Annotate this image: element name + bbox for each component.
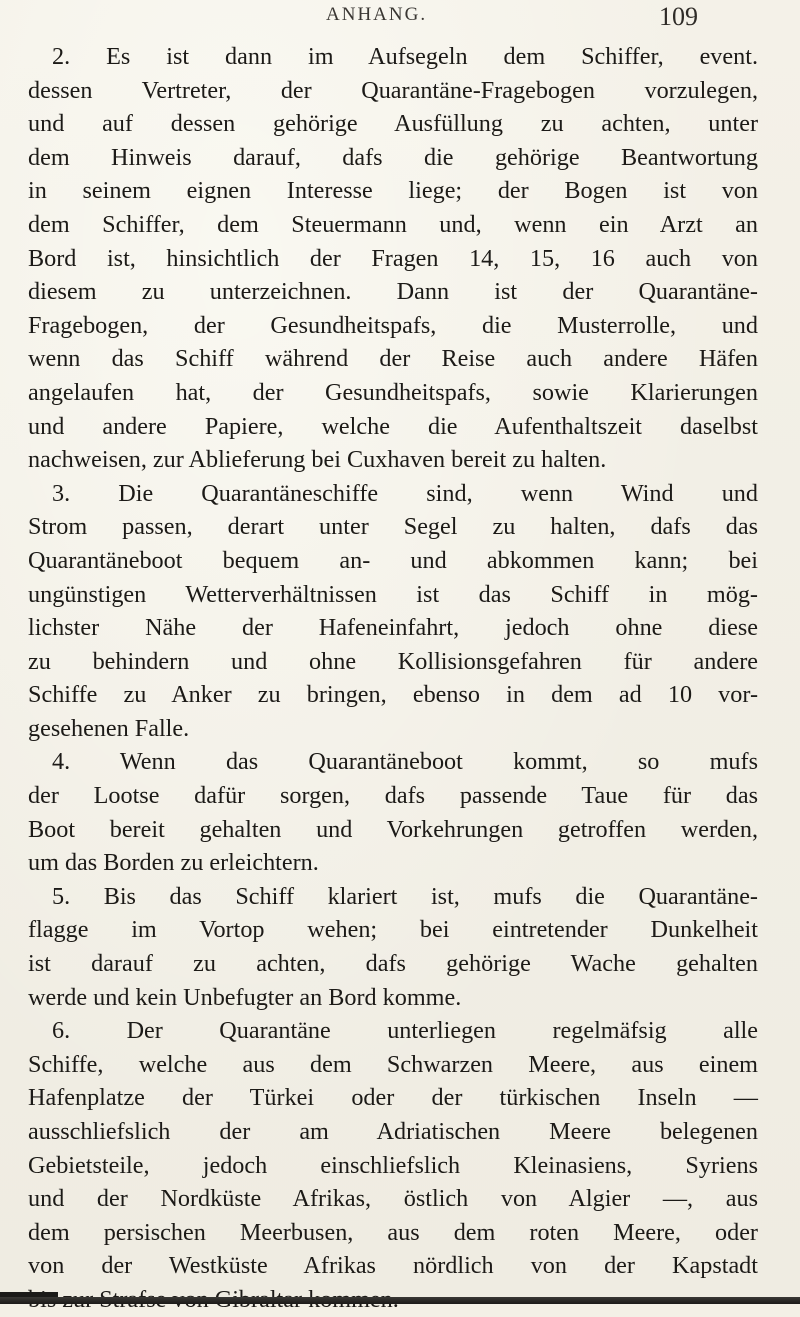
text-line: ausschliefslich der am Adriatischen Meere belegenen [28,1118,758,1145]
text-line: Bord ist, hinsichtlich der Fragen 14, 15, 16 auch von [28,244,758,272]
text-line: wenn das Schiff während der Reise auch andere Häfen [28,345,758,373]
text-line: dessen Vertreter, der Quarantäne-Fragebogen vorzulegen, [28,76,758,104]
text-line: angelaufen hat, der Gesundheitspafs, sowie Klarierungen [28,378,758,406]
text-line: ist darauf zu achten, dafs gehörige Wache gehalten [28,950,758,978]
text-line: und der Nordküste Afrikas, östlich von Algier —, aus [28,1185,758,1213]
body-text [28,40,758,1317]
running-head-title: ANHANG. [326,4,428,25]
text-line: 6. Der Quarantäne unterliegen regelmäfsig alle [52,1017,758,1045]
text-line: Gebietsteile, jedoch einschliefslich Kleinasiens, Syriens [28,1151,758,1179]
text-line: dem Hinweis darauf, dafs die gehörige Beantwortung [28,143,758,171]
text-line: flagge im Vortop wehen; bei eintretender Dunkelheit [28,916,758,944]
text-line: lichster Nähe der Hafeneinfahrt, jedoch ohne diese [28,614,758,642]
page-number: 109 [659,2,698,31]
text-line: 2. Es ist dann im Aufsegeln dem Schiffer, event. [52,43,758,70]
text-line: um das Borden zu erleichtern. [28,849,319,877]
text-line: Strom passen, derart unter Segel zu halten, dafs das [28,513,758,541]
text-line: Quarantäneboot bequem an- und abkommen kann; bei [28,546,758,574]
text-line: ungünstigen Wetterverhältnissen ist das Schiff in mög- [28,580,758,608]
text-line: dem Schiffer, dem Steuermann und, wenn ein Arzt an [28,210,758,238]
text-line: werde und kein Unbefugter an Bord komme. [28,983,462,1011]
text-line: nachweisen, zur Ablieferung bei Cuxhaven bereit zu halten. [28,446,607,474]
running-head [0,4,800,34]
text-line: diesem zu unterzeichnen. Dann ist der Quarantäne- [28,278,758,306]
text-line: dem persischen Meerbusen, aus dem roten Meere, oder [28,1218,758,1246]
text-line: gesehenen Falle. [28,714,190,742]
text-line: Schiffe zu Anker zu bringen, ebenso in dem ad 10 vor- [28,681,758,709]
text-line: der Lootse dafür sorgen, dafs passende Taue für das [28,782,758,810]
text-line: zu behindern und ohne Kollisionsgefahren für andere [28,647,758,675]
text-line: 4. Wenn das Quarantäneboot kommt, so mufs [52,748,758,776]
text-line: Hafenplatze der Türkei oder der türkischen Inseln — [28,1084,758,1112]
text-line: von der Westküste Afrikas nördlich von der Kapstadt [28,1252,758,1280]
text-line: und andere Papiere, welche die Aufenthaltszeit daselbst [28,412,758,440]
text-line: 3. Die Quarantäneschiffe sind, wenn Wind und [52,479,758,507]
text-line: 5. Bis das Schiff klariert ist, mufs die Quarantäne- [52,882,758,910]
text-line: Schiffe, welche aus dem Schwarzen Meere, aus einem [28,1050,758,1078]
text-line: Boot bereit gehalten und Vorkehrungen getroffen werden, [28,815,758,843]
text-line: in seinem eignen Interesse liege; der Bogen ist von [28,177,758,205]
text-line: und auf dessen gehörige Ausfüllung zu achten, unter [28,110,758,138]
text-line: Fragebogen, der Gesundheitspafs, die Musterrolle, und [28,311,758,339]
bottom-scan-edge [0,1297,800,1304]
